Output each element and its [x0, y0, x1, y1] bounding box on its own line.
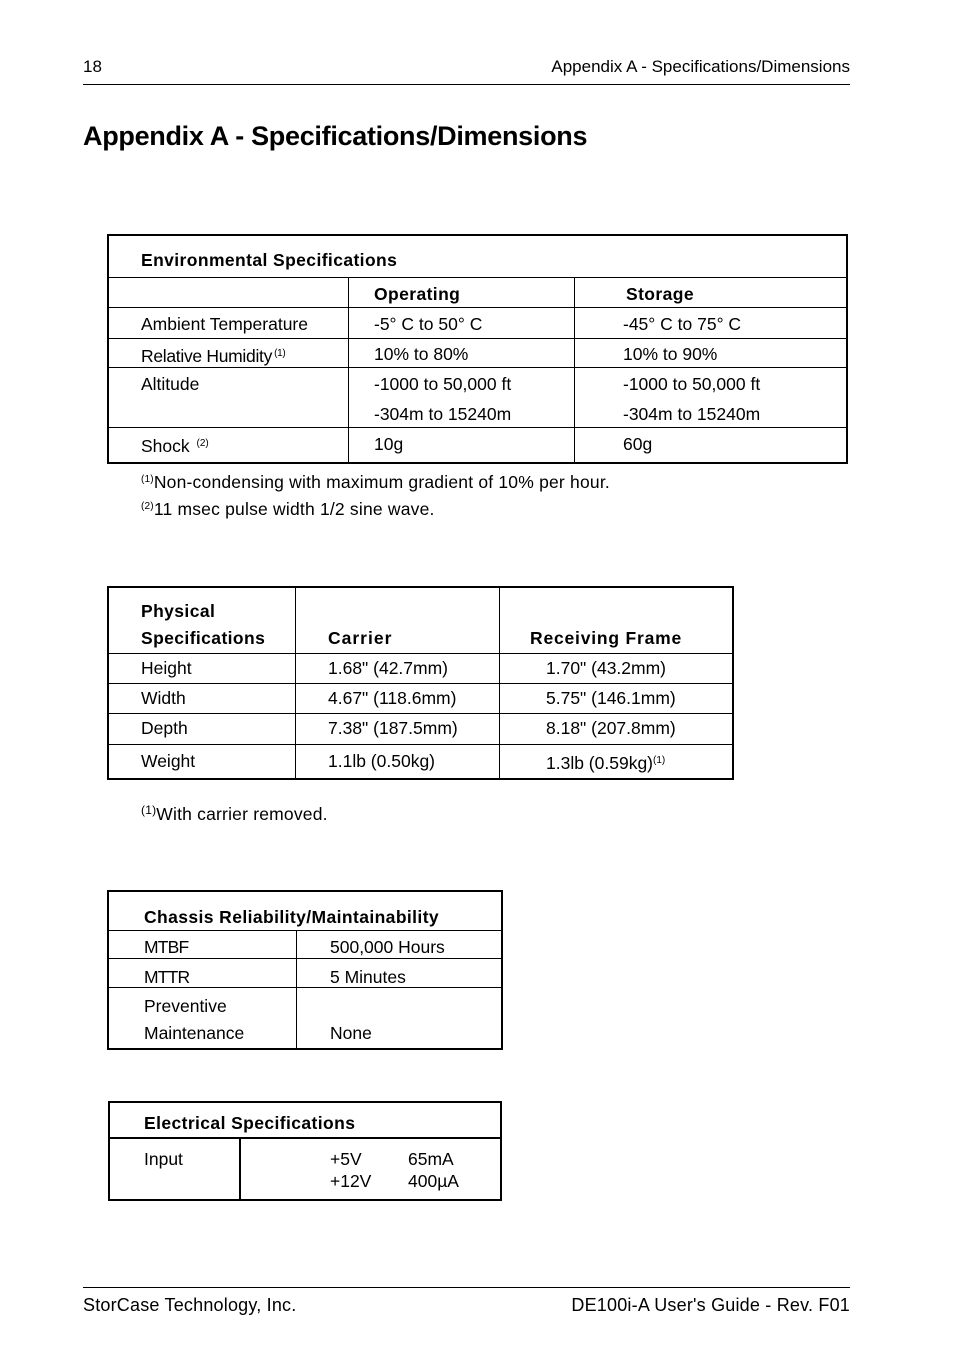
current: 400µA	[408, 1171, 459, 1191]
cell-carrier: 7.38" (187.5mm)	[328, 718, 458, 738]
row-label-ambient-temperature: Ambient Temperature	[141, 314, 308, 334]
cell-storage: -45° C to 75° C	[623, 314, 742, 334]
cell-operating: 10g	[374, 434, 404, 454]
cell-frame: 1.3lb $(0.59kg)^{(1)}$	[546, 753, 666, 773]
cell-operating-metric: -304m to 15240m	[374, 404, 512, 424]
footer-doc: DE100i-A User's Guide - Rev. F01	[571, 1295, 850, 1315]
row-label-preventive: Preventive	[144, 996, 227, 1016]
cell-storage: 60g	[623, 434, 653, 454]
row-label-weight: Weight	[141, 751, 196, 771]
cell-value: 500,000 Hours	[330, 937, 445, 957]
cell-operating: 10% to 80%	[374, 344, 469, 364]
row-label-height: Height	[141, 658, 192, 678]
cell-value: None	[330, 1023, 372, 1043]
current: 65mA	[408, 1149, 454, 1169]
physical-heading: Physical	[141, 601, 216, 621]
page-title: Appendix A - Specifications/Dimensions	[83, 121, 588, 151]
cell-frame: 5.75" (146.1mm)	[546, 688, 676, 708]
row-label-altitude: Altitude	[141, 374, 200, 394]
voltage: +12V	[330, 1171, 372, 1191]
footnote-mark: (2)	[196, 438, 209, 449]
row-label-mtbf: MTBF	[144, 937, 189, 957]
chassis-heading: Chassis Reliability/Maintainability	[144, 907, 440, 927]
col-operating: Operating	[374, 284, 461, 304]
row-label-maintenance: Maintenance	[144, 1023, 245, 1043]
col-receiving-frame: Receiving Frame	[530, 628, 683, 648]
environmental-heading: Environmental Specifications	[141, 250, 398, 270]
voltage: +5V	[330, 1149, 362, 1169]
cell-carrier: 1.68" (42.7mm)	[328, 658, 449, 678]
row-label-depth: Depth	[141, 718, 188, 738]
cell-value: 5 Minutes	[330, 967, 406, 987]
row-label-input: Input	[144, 1149, 183, 1169]
col-storage: Storage	[626, 284, 694, 304]
col-carrier: Carrier	[328, 628, 393, 648]
footnote-mark: (1)	[274, 348, 286, 359]
electrical-heading: Electrical Specifications	[144, 1113, 356, 1133]
running-header: Appendix A - Specifications/Dimensions	[551, 57, 850, 76]
row-label-mttr: MTTR	[144, 967, 190, 987]
cell-storage-metric: -304m to 15240m	[623, 404, 761, 424]
footer-company: StorCase Technology, Inc.	[83, 1295, 297, 1315]
cell-operating: -5° C to 50° C	[374, 314, 483, 334]
cell-frame: 1.70" (43.2mm)	[546, 658, 667, 678]
row-label-shock: Shock $^{(2)}$	[141, 436, 209, 456]
cell-carrier: 4.67" (118.6mm)	[328, 688, 457, 708]
page-number: 18	[83, 57, 102, 76]
footnote: $^{(1)}$With carrier removed.	[141, 803, 328, 824]
row-label-width: Width	[141, 688, 186, 708]
cell-storage: 10% to 90%	[623, 344, 718, 364]
footer-rule	[83, 1287, 850, 1288]
cell-storage: -1000 to 50,000 ft	[623, 374, 761, 394]
row-label-relative-humidity: Relative Humidity $^{(1)}$	[141, 346, 286, 366]
cell-carrier: 1.1lb (0.50kg)	[328, 751, 436, 771]
cell-operating: -1000 to 50,000 ft	[374, 374, 512, 394]
footnote-mark: (1)	[653, 755, 666, 766]
header-rule	[83, 84, 850, 85]
footnote: $^{(1)}$Non-condensing with maximum gradient of 10% per hour.	[141, 472, 610, 492]
physical-heading-line2: Specifications	[141, 628, 266, 648]
footnote: $^{(2)}$11 msec pulse width 1/2 sine wave.	[141, 499, 435, 519]
cell-frame: 8.18" (207.8mm)	[546, 718, 676, 738]
